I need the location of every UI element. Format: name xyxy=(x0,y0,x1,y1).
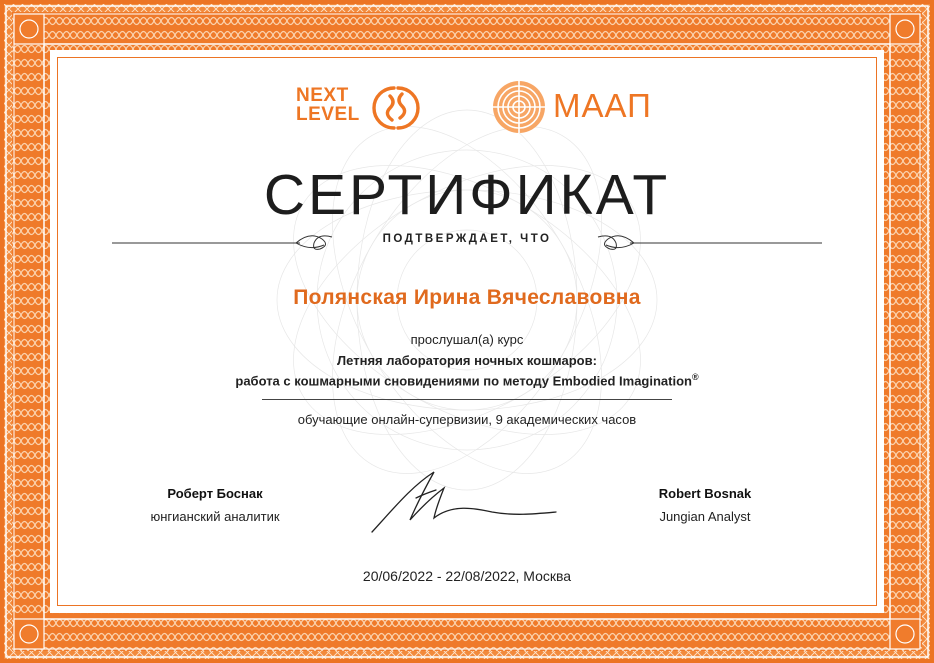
recipient-name: Полянская Ирина Вячеславовна xyxy=(293,286,641,309)
logo-row xyxy=(0,78,934,138)
course-title-line2-text: работа с кошмарными сновидениями по методу Embodied Imagination xyxy=(235,373,692,389)
signatory-title-ru: юнгианский аналитик xyxy=(150,509,280,524)
course-details: обучающие онлайн-супервизии, 9 академических часов xyxy=(297,412,637,427)
signatory-name-ru: Роберт Боснак xyxy=(167,486,263,501)
next-level-text-line1: NEXT xyxy=(296,85,349,106)
certificate-title: СЕРТИФИКАТ xyxy=(263,163,671,227)
signatory-title-en: Jungian Analyst xyxy=(659,509,751,524)
maap-logo xyxy=(492,80,652,134)
signatory-name-en: Robert Bosnak xyxy=(658,486,752,501)
subtitle: ПОДТВЕРЖДАЕТ, ЧТО xyxy=(382,233,552,245)
course-divider xyxy=(262,399,672,400)
next-level-text-line2: LEVEL xyxy=(296,104,360,125)
next-level-symbol-icon xyxy=(370,82,422,132)
course-intro: прослушал(а) курс xyxy=(410,332,524,347)
course-title-line1: Летняя лаборатория ночных кошмаров: xyxy=(337,353,597,368)
course-title-line2 xyxy=(0,372,934,388)
date-and-place: 20/06/2022 - 22/08/2022, Москва xyxy=(362,568,572,584)
trademark-symbol: ® xyxy=(691,372,699,382)
handwritten-signature xyxy=(364,468,564,538)
subtitle-row xyxy=(0,226,934,256)
next-level-logo xyxy=(296,82,436,132)
maap-labyrinth-icon xyxy=(492,80,546,134)
maap-logo-text: МААП xyxy=(553,87,652,124)
